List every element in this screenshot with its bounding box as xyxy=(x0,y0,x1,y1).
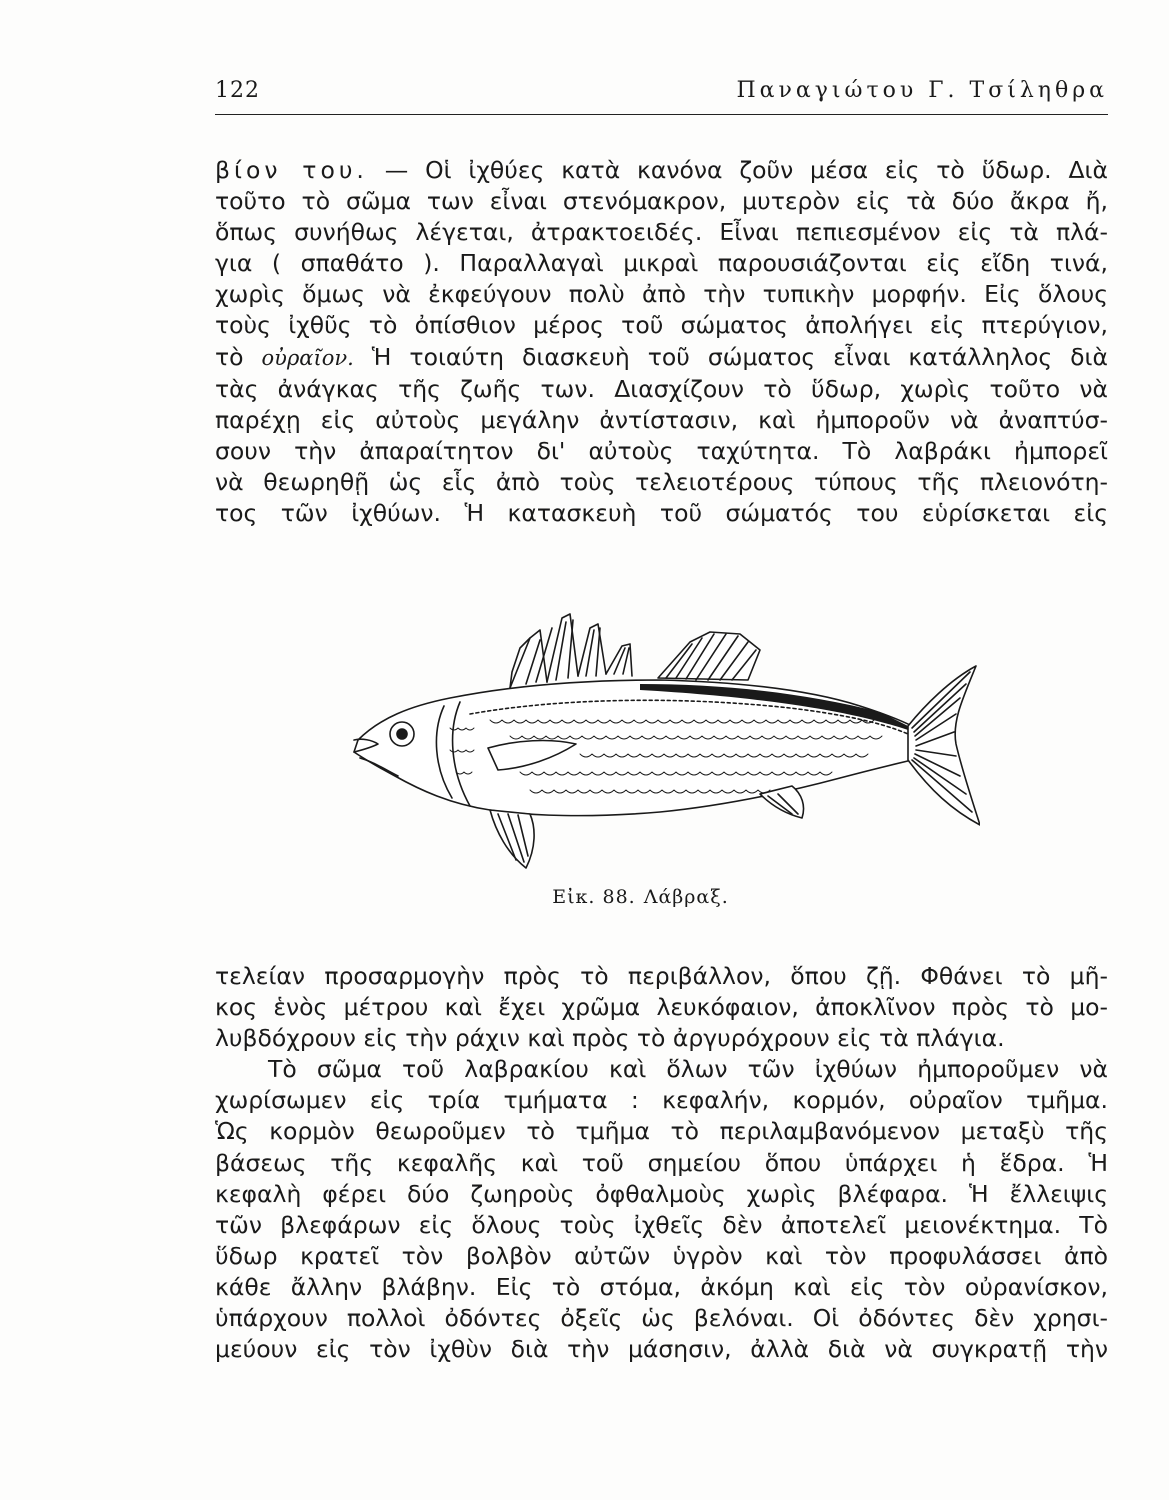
top-paragraph xyxy=(215,155,1108,529)
first-dorsal-fin xyxy=(510,614,632,688)
page-number: 122 xyxy=(215,78,260,103)
pelvic-fin xyxy=(490,810,534,868)
text-line: Τὸ σῶμα τοῦ λαβρακίου καὶ ὅλων τῶν ἰχθύων ἠμποροῦμεν νὰ xyxy=(268,1055,1108,1084)
text-line: κος ἑνὸς μέτρου καὶ ἔχει χρῶμα λευκόφαιον, ἀποκλῖνον πρὸς τὸ μο- xyxy=(215,993,1108,1022)
text-line: λυβδόχρουν εἰς τὴν ράχιν καὶ πρὸς τὸ ἀργυρόχρουν εἰς τὰ πλάγια. xyxy=(215,1024,1005,1053)
text-line: τῶν βλεφάρων εἰς ὅλους τοὺς ἰχθεῖς δὲν ἀποτελεῖ μειονέκτημα. Τὸ xyxy=(215,1210,1108,1239)
text-line xyxy=(215,342,1108,374)
running-head: Παναγιώτου Γ. Τσίληθρα xyxy=(736,78,1108,103)
figure-caption xyxy=(0,886,1169,908)
spaced-heading: βίον του. xyxy=(215,156,368,184)
text-line: μεύουν εἰς τὸν ἰχθὺν διὰ τὴν μάσησιν, ἀλλὰ διὰ νὰ συγκρατῇ τὴν xyxy=(215,1335,1108,1364)
sea-bass-illustration-icon xyxy=(340,610,980,875)
text-line: χωρίσωμεν εἰς τρία τμήματα : κεφαλήν, κορμόν, οὐραῖον τμῆμα. xyxy=(215,1086,1108,1115)
text-line: τοῦτο τὸ σῶμα των εἶναι στενόμακρον, μυτερὸν εἰς τὰ δύο ἄκρα ἤ, xyxy=(215,187,1108,216)
text-line: νὰ θεωρηθῇ ὡς εἷς ἀπὸ τοὺς τελειοτέρους τύπους τῆς πλειονότη- xyxy=(215,467,1108,496)
text-line xyxy=(215,155,1108,186)
text-line: ὑπάρχουν πολλοὶ ὀδόντες ὀξεῖς ὡς βελόναι. Οἱ ὀδόντες δὲν χρησι- xyxy=(215,1304,1108,1333)
text-line: ὅπως συνήθως λέγεται, ἀτρακτοειδές. Εἶναι πεπιεσμένον εἰς τὰ πλά- xyxy=(215,218,1108,247)
text-line: κάθε ἄλλην βλάβην. Εἰς τὸ στόμα, ἀκόμη καὶ εἰς τὸν οὐρανίσκον, xyxy=(215,1272,1108,1301)
text-line: χωρὶς ὅμως νὰ ἐκφεύγουν πολὺ ἀπὸ τὴν τυπικὴν μορφήν. Εἰς ὅλους xyxy=(215,280,1108,309)
text-line: τος τῶν ἰχθύων. Ἡ κατασκευὴ τοῦ σώματός του εὑρίσκεται εἰς xyxy=(215,499,1108,528)
text-line: κεφαλὴ φέρει δύο ζωηροὺς ὀφθαλμοὺς χωρὶς βλέφαρα. Ἡ ἔλλειψις xyxy=(215,1179,1108,1208)
text-line: σουν τὴν ἀπαραίτητον δι' αὐτοὺς ταχύτητα. Τὸ λαβράκι ἠμπορεῖ xyxy=(215,436,1108,465)
page-header xyxy=(215,76,1108,112)
second-dorsal-fin xyxy=(658,632,760,680)
caption-text: Λάβραξ. xyxy=(643,886,729,908)
bottom-paragraph xyxy=(215,961,1108,1365)
text-line: παρέχῃ εἰς αὐτοὺς μεγάλην ἀντίστασιν, καὶ ἠμποροῦν νὰ ἀναπτύσ- xyxy=(215,405,1108,434)
text-line: ὕδωρ κρατεῖ τὸν βολβὸν αὐτῶν ὑγρὸν καὶ τὸν προφυλάσσει ἀπὸ xyxy=(215,1241,1108,1270)
text-line: τοὺς ἰχθῦς τὸ ὀπίσθιον μέρος τοῦ σώματος ἀπολήγει εἰς πτερύγιον, xyxy=(215,311,1108,340)
text-line: τὰς ἀνάγκας τῆς ζωῆς των. Διασχίζουν τὸ ὕδωρ, χωρὶς τοῦτο νὰ xyxy=(215,374,1108,403)
italic-term: οὐραῖον. xyxy=(261,345,354,370)
caption-label: Εἰκ. 88. xyxy=(552,886,636,908)
text-line: τελείαν προσαρμογὴν πρὸς τὸ περιβάλλον, ὅπου ζῇ. Φθάνει τὸ μῆ- xyxy=(215,962,1108,990)
text-fragment: τὸ xyxy=(215,342,244,371)
header-rule xyxy=(215,114,1108,115)
tail-fin xyxy=(908,666,980,825)
text-line: βάσεως τῆς κεφαλῆς καὶ τοῦ σημείου ὅπου ὑπάρχει ἡ ἕδρα. Ἡ xyxy=(215,1148,1108,1177)
text-fragment: — Οἱ ἰχθύες κατὰ κανόνα ζοῦν μέσα εἰς τὸ ὕδωρ. Διὰ xyxy=(384,156,1108,184)
text-fragment: Ἡ τοιαύτη διασκευὴ τοῦ σώματος εἶναι κατάλληλος διὰ xyxy=(371,342,1108,371)
text-line: Ὡς κορμὸν θεωροῦμεν τὸ τμῆμα τὸ περιλαμβανόμενον μεταξὺ τῆς xyxy=(215,1117,1108,1146)
text-line: για ( σπαθάτο ). Παραλλαγαὶ μικραὶ παρουσιάζονται εἰς εἴδη τινά, xyxy=(215,249,1108,278)
